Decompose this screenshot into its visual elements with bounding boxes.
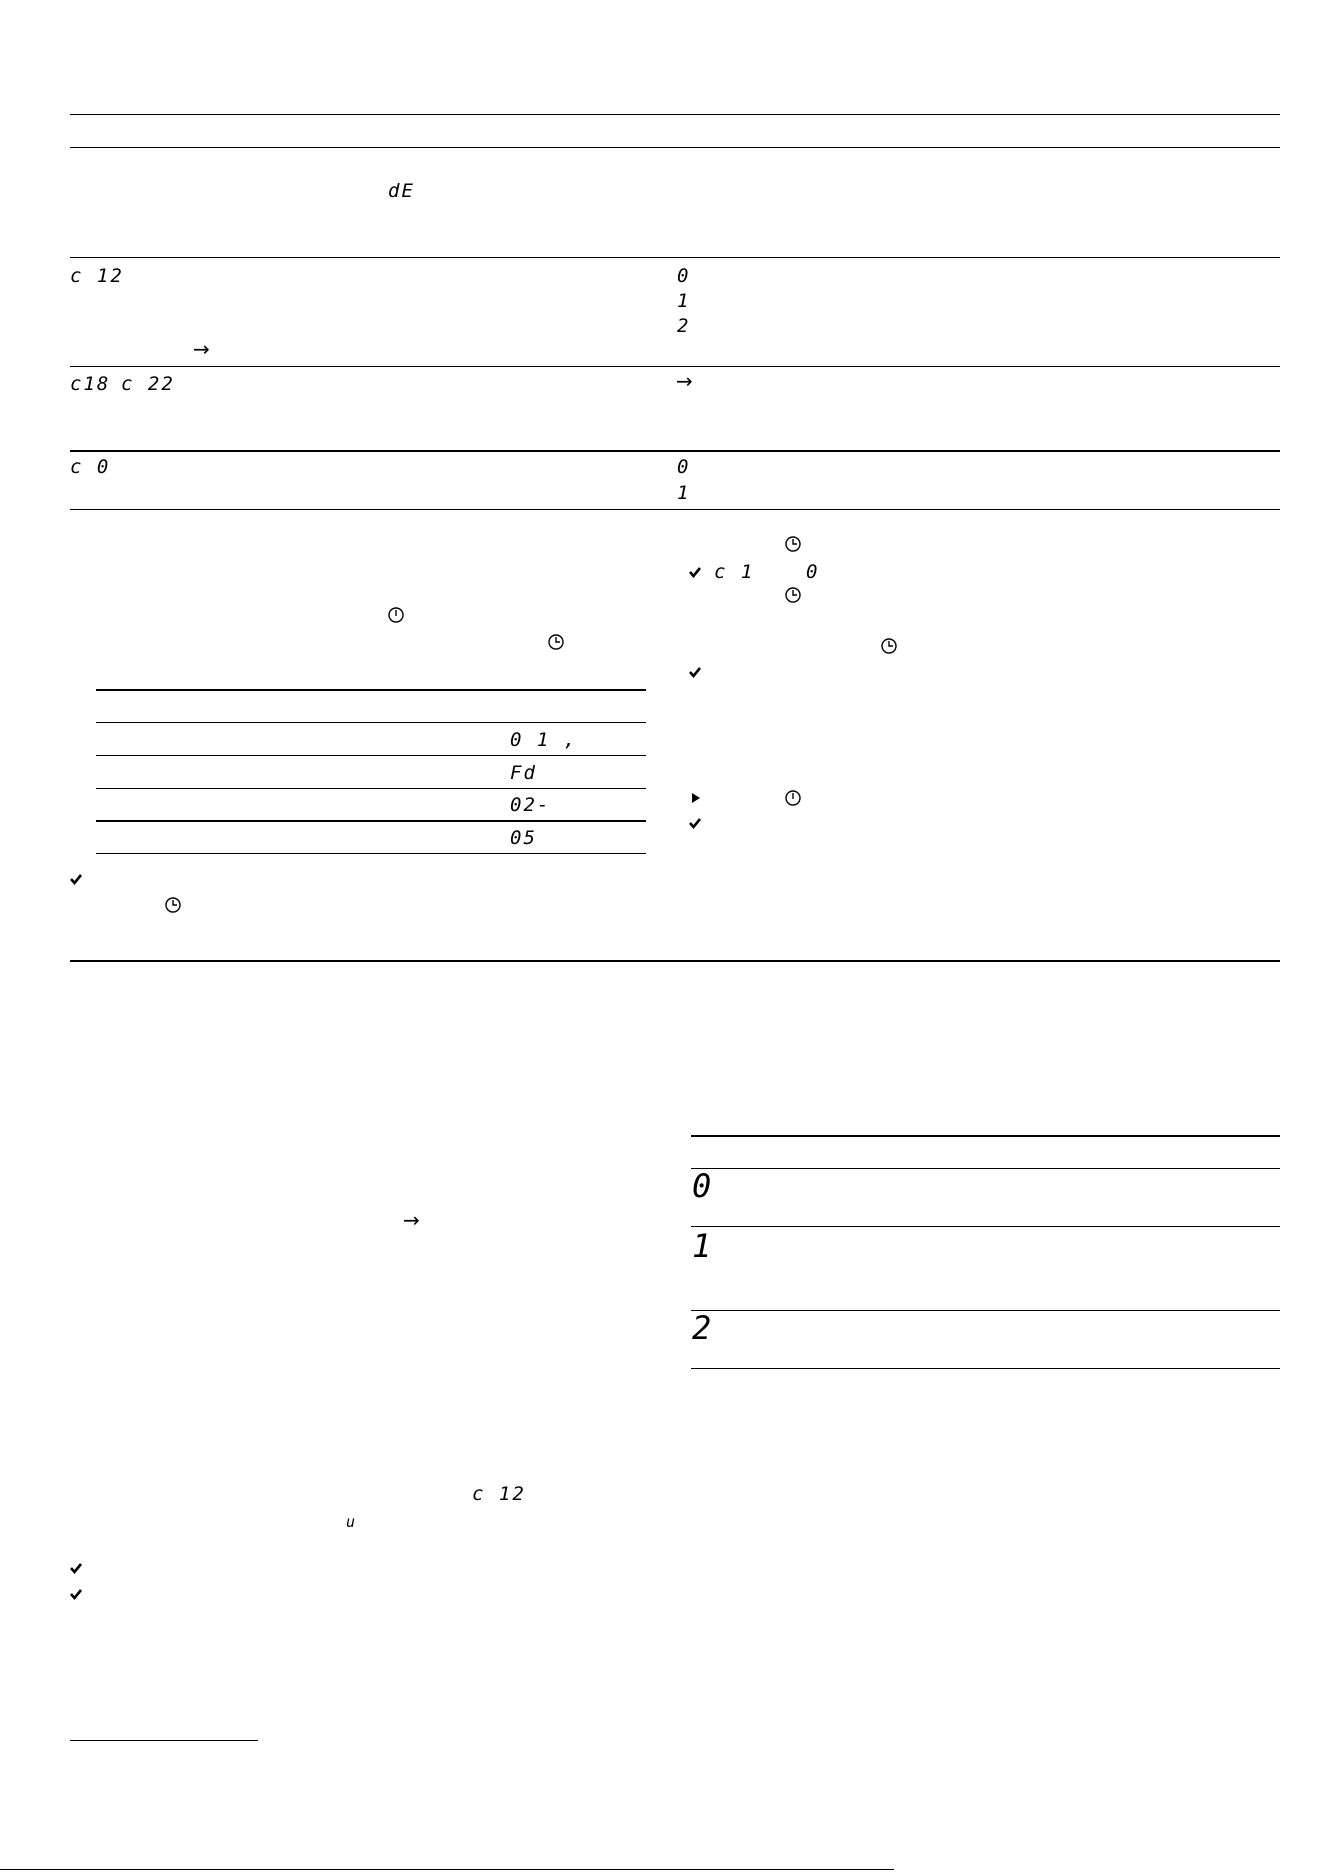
table-row-rule xyxy=(70,366,1280,367)
option-value: 1 xyxy=(677,290,691,312)
option-value: 2 xyxy=(677,315,691,337)
option-value: 0 xyxy=(677,456,691,478)
display-code-c0: c 0 xyxy=(70,456,111,478)
power-icon xyxy=(387,606,405,624)
clock-icon xyxy=(880,637,898,655)
display-value: 0 xyxy=(806,561,820,583)
mode-table-bottom-rule xyxy=(691,1368,1280,1369)
mode-value: 1 xyxy=(692,1227,714,1265)
mode-table-row-rule xyxy=(691,1310,1280,1311)
inner-table-row-rule xyxy=(96,820,646,822)
inner-table-row-rule xyxy=(96,755,646,756)
display-value: 05 xyxy=(510,827,537,849)
display-value: Fd xyxy=(510,762,537,784)
clock-icon xyxy=(784,586,802,604)
table-row-rule xyxy=(70,450,1280,452)
page-bottom-rule xyxy=(0,1869,894,1870)
mode-value: 2 xyxy=(692,1309,714,1347)
display-value: 02- xyxy=(510,794,551,816)
mode-table-row-rule xyxy=(691,1226,1280,1227)
checkmark-icon xyxy=(69,1587,83,1601)
display-value: 0 1 , xyxy=(510,729,578,751)
clock-icon xyxy=(164,896,182,914)
arrow-right-icon: → xyxy=(403,1208,420,1232)
checkmark-icon xyxy=(69,1561,83,1575)
display-code-c1: c 1 xyxy=(714,561,755,583)
display-code-de: dE xyxy=(388,180,415,202)
clock-icon xyxy=(784,535,802,553)
checkmark-icon xyxy=(688,565,702,579)
checkmark-icon xyxy=(688,816,702,830)
mode-table-header-rule xyxy=(691,1168,1280,1169)
power-icon xyxy=(784,789,802,807)
clock-icon xyxy=(547,633,565,651)
display-code-c12: c 12 xyxy=(472,1483,526,1505)
section-divider xyxy=(70,960,1280,962)
arrow-right-icon: → xyxy=(676,369,693,393)
mode-table-top-rule xyxy=(691,1135,1280,1137)
option-value: 1 xyxy=(677,482,691,504)
checkmark-icon xyxy=(69,872,83,886)
inner-table-header-rule xyxy=(96,722,646,723)
table-bottom-rule xyxy=(70,509,1280,510)
arrow-right-icon: → xyxy=(193,337,210,361)
table-top-rule xyxy=(70,114,1280,115)
inner-table-top-rule xyxy=(96,689,646,691)
mode-value: 0 xyxy=(692,1167,714,1205)
display-code-c12: c 12 xyxy=(70,265,124,287)
display-symbol-u: u xyxy=(346,1513,358,1531)
step-bullet-icon xyxy=(692,793,700,803)
inner-table-row-rule xyxy=(96,788,646,789)
checkmark-icon xyxy=(688,665,702,679)
display-code-c22: c 22 xyxy=(121,373,175,395)
option-value: 0 xyxy=(677,265,691,287)
inner-table-bottom-rule xyxy=(96,853,646,854)
table-row-rule xyxy=(70,257,1280,258)
table-header-rule xyxy=(70,147,1280,148)
display-code-c18: c18 xyxy=(70,373,111,395)
footnote-rule xyxy=(70,1740,258,1741)
